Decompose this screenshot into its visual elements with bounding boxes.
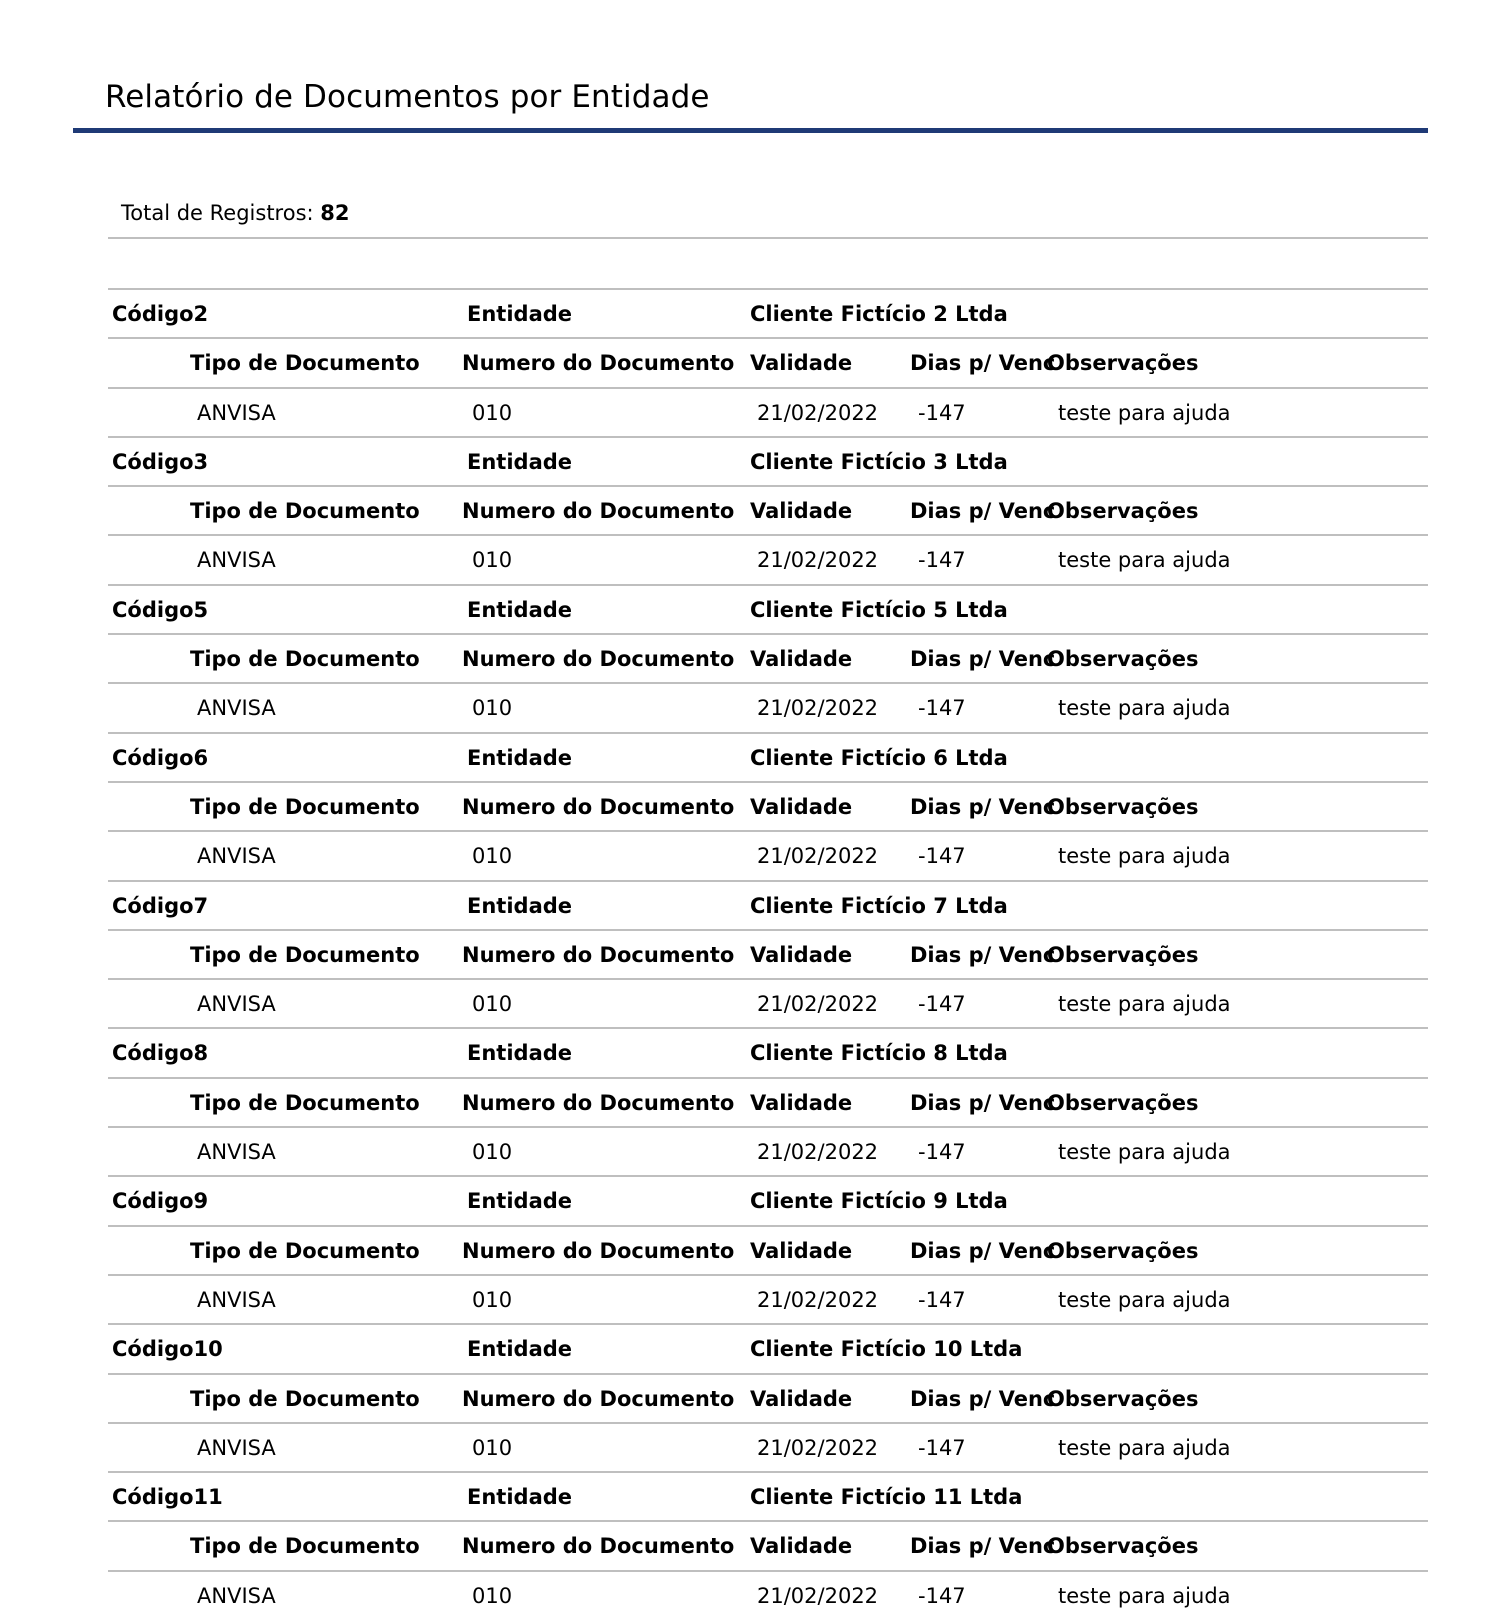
cell-validade: 21/02/2022 [757, 696, 879, 721]
cell-validade: 21/02/2022 [757, 400, 879, 425]
cell-tipo: ANVISA [197, 696, 276, 721]
table-row [108, 1274, 1428, 1323]
column-header-row [108, 929, 1428, 978]
column-header-observacoes: Observações [1047, 499, 1199, 524]
entity-group [108, 1323, 1428, 1471]
column-header-numero: Numero do Documento [462, 351, 735, 376]
group-entity-name: Cliente Fictício 5 Ltda [750, 597, 1008, 622]
group-code: Código6 [112, 745, 209, 770]
cell-dias: -147 [918, 696, 966, 721]
column-header-validade: Validade [750, 942, 853, 967]
table-row [108, 682, 1428, 731]
column-header-observacoes: Observações [1047, 1534, 1199, 1559]
cell-dias: -147 [918, 1583, 966, 1608]
table-row [108, 387, 1428, 436]
column-header-observacoes: Observações [1047, 351, 1199, 376]
group-code: Código7 [112, 893, 209, 918]
cell-dias: -147 [918, 992, 966, 1017]
group-header-row [108, 1175, 1428, 1224]
column-header-dias: Dias p/ Venc [910, 351, 1056, 376]
cell-observacoes: teste para ajuda [1058, 696, 1231, 721]
column-header-numero: Numero do Documento [462, 1090, 735, 1115]
group-entity-name: Cliente Fictício 7 Ltda [750, 893, 1008, 918]
group-header-row [108, 584, 1428, 633]
cell-observacoes: teste para ajuda [1058, 1287, 1231, 1312]
table-row [108, 978, 1428, 1027]
column-header-numero: Numero do Documento [462, 794, 735, 819]
column-header-validade: Validade [750, 1238, 853, 1263]
cell-observacoes: teste para ajuda [1058, 1140, 1231, 1165]
cell-tipo: ANVISA [197, 844, 276, 869]
column-header-tipo: Tipo de Documento [190, 1386, 420, 1411]
column-header-validade: Validade [750, 1534, 853, 1559]
cell-dias: -147 [918, 844, 966, 869]
group-code: Código9 [112, 1189, 209, 1214]
summary-row [108, 196, 1428, 239]
cell-observacoes: teste para ajuda [1058, 400, 1231, 425]
column-header-row [108, 1520, 1428, 1569]
group-header-row [108, 1027, 1428, 1076]
cell-validade: 21/02/2022 [757, 844, 879, 869]
group-entity-name: Cliente Fictício 11 Ltda [750, 1485, 1023, 1510]
group-header-row [108, 1471, 1428, 1520]
cell-dias: -147 [918, 1435, 966, 1460]
cell-validade: 21/02/2022 [757, 1583, 879, 1608]
entity-group [108, 1027, 1428, 1175]
column-header-observacoes: Observações [1047, 1238, 1199, 1263]
cell-numero: 010 [472, 844, 513, 869]
group-code: Código2 [112, 302, 209, 326]
group-header-row [108, 288, 1428, 337]
title-accent-rule [73, 128, 1428, 133]
entity-group [108, 1175, 1428, 1323]
column-header-row [108, 1373, 1428, 1422]
cell-observacoes: teste para ajuda [1058, 992, 1231, 1017]
group-entity-label: Entidade [467, 1041, 573, 1066]
column-header-row [108, 781, 1428, 830]
entity-group [108, 1471, 1428, 1619]
column-header-validade: Validade [750, 1386, 853, 1411]
column-header-observacoes: Observações [1047, 942, 1199, 967]
entity-group [108, 880, 1428, 1028]
cell-numero: 010 [472, 1287, 513, 1312]
group-code: Código5 [112, 597, 209, 622]
group-header-row [108, 436, 1428, 485]
cell-dias: -147 [918, 548, 966, 573]
cell-numero: 010 [472, 696, 513, 721]
entity-group [108, 436, 1428, 584]
column-header-dias: Dias p/ Venc [910, 1386, 1056, 1411]
group-code: Código3 [112, 449, 209, 474]
group-entity-name: Cliente Fictício 6 Ltda [750, 745, 1008, 770]
column-header-observacoes: Observações [1047, 647, 1199, 672]
column-header-observacoes: Observações [1047, 1090, 1199, 1115]
group-entity-name: Cliente Fictício 2 Ltda [750, 302, 1008, 326]
column-header-dias: Dias p/ Venc [910, 1238, 1056, 1263]
column-header-tipo: Tipo de Documento [190, 942, 420, 967]
cell-numero: 010 [472, 1583, 513, 1608]
group-entity-name: Cliente Fictício 8 Ltda [750, 1041, 1008, 1066]
group-entity-label: Entidade [467, 1189, 573, 1214]
column-header-numero: Numero do Documento [462, 499, 735, 524]
column-header-tipo: Tipo de Documento [190, 1238, 420, 1263]
column-header-observacoes: Observações [1047, 794, 1199, 819]
column-header-tipo: Tipo de Documento [190, 351, 420, 376]
column-header-dias: Dias p/ Venc [910, 794, 1056, 819]
group-entity-name: Cliente Fictício 9 Ltda [750, 1189, 1008, 1214]
column-header-row [108, 633, 1428, 682]
cell-observacoes: teste para ajuda [1058, 548, 1231, 573]
cell-tipo: ANVISA [197, 1435, 276, 1460]
column-header-dias: Dias p/ Venc [910, 942, 1056, 967]
group-code: Código11 [112, 1485, 223, 1510]
column-header-numero: Numero do Documento [462, 942, 735, 967]
group-entity-label: Entidade [467, 1337, 573, 1362]
group-header-row [108, 880, 1428, 929]
cell-dias: -147 [918, 1287, 966, 1312]
column-header-row [108, 1077, 1428, 1126]
group-entity-label: Entidade [467, 302, 573, 326]
column-header-dias: Dias p/ Venc [910, 1534, 1056, 1559]
column-header-tipo: Tipo de Documento [190, 1534, 420, 1559]
cell-numero: 010 [472, 1140, 513, 1165]
group-entity-name: Cliente Fictício 3 Ltda [750, 449, 1008, 474]
column-header-row [108, 1225, 1428, 1274]
column-header-tipo: Tipo de Documento [190, 794, 420, 819]
column-header-tipo: Tipo de Documento [190, 1090, 420, 1115]
cell-numero: 010 [472, 548, 513, 573]
table-row [108, 1422, 1428, 1471]
column-header-row [108, 337, 1428, 386]
group-header-row [108, 732, 1428, 781]
cell-validade: 21/02/2022 [757, 1435, 879, 1460]
cell-dias: -147 [918, 1140, 966, 1165]
page-title: Relatório de Documentos por Entidade [105, 79, 710, 115]
cell-tipo: ANVISA [197, 548, 276, 573]
cell-numero: 010 [472, 992, 513, 1017]
column-header-row [108, 485, 1428, 534]
entity-group [108, 584, 1428, 732]
column-header-tipo: Tipo de Documento [190, 647, 420, 672]
column-header-dias: Dias p/ Venc [910, 499, 1056, 524]
column-header-tipo: Tipo de Documento [190, 499, 420, 524]
group-entity-label: Entidade [467, 449, 573, 474]
table-row [108, 534, 1428, 583]
cell-numero: 010 [472, 1435, 513, 1460]
cell-validade: 21/02/2022 [757, 1140, 879, 1165]
column-header-validade: Validade [750, 1090, 853, 1115]
total-records-label: Total de Registros: [121, 201, 314, 225]
cell-tipo: ANVISA [197, 992, 276, 1017]
cell-tipo: ANVISA [197, 1583, 276, 1608]
column-header-validade: Validade [750, 499, 853, 524]
column-header-dias: Dias p/ Venc [910, 1090, 1056, 1115]
cell-validade: 21/02/2022 [757, 548, 879, 573]
cell-dias: -147 [918, 400, 966, 425]
cell-observacoes: teste para ajuda [1058, 844, 1231, 869]
column-header-validade: Validade [750, 647, 853, 672]
column-header-observacoes: Observações [1047, 1386, 1199, 1411]
group-code: Código8 [112, 1041, 209, 1066]
table-row [108, 1126, 1428, 1175]
group-entity-label: Entidade [467, 597, 573, 622]
cell-tipo: ANVISA [197, 1287, 276, 1312]
column-header-numero: Numero do Documento [462, 1238, 735, 1263]
total-records-count: 82 [320, 201, 350, 225]
column-header-validade: Validade [750, 351, 853, 376]
table-row [108, 1570, 1428, 1619]
column-header-dias: Dias p/ Venc [910, 647, 1056, 672]
column-header-numero: Numero do Documento [462, 1386, 735, 1411]
group-code: Código10 [112, 1337, 223, 1362]
column-header-numero: Numero do Documento [462, 647, 735, 672]
documents-table [108, 288, 1428, 1619]
group-entity-label: Entidade [467, 745, 573, 770]
cell-tipo: ANVISA [197, 400, 276, 425]
cell-numero: 010 [472, 400, 513, 425]
entity-group [108, 732, 1428, 880]
column-header-validade: Validade [750, 794, 853, 819]
cell-validade: 21/02/2022 [757, 992, 879, 1017]
entity-group [108, 288, 1428, 436]
group-entity-label: Entidade [467, 893, 573, 918]
total-records-text [121, 201, 350, 225]
cell-observacoes: teste para ajuda [1058, 1435, 1231, 1460]
group-entity-name: Cliente Fictício 10 Ltda [750, 1337, 1023, 1362]
group-header-row [108, 1323, 1428, 1372]
cell-observacoes: teste para ajuda [1058, 1583, 1231, 1608]
cell-tipo: ANVISA [197, 1140, 276, 1165]
column-header-numero: Numero do Documento [462, 1534, 735, 1559]
group-entity-label: Entidade [467, 1485, 573, 1510]
cell-validade: 21/02/2022 [757, 1287, 879, 1312]
table-row [108, 830, 1428, 879]
